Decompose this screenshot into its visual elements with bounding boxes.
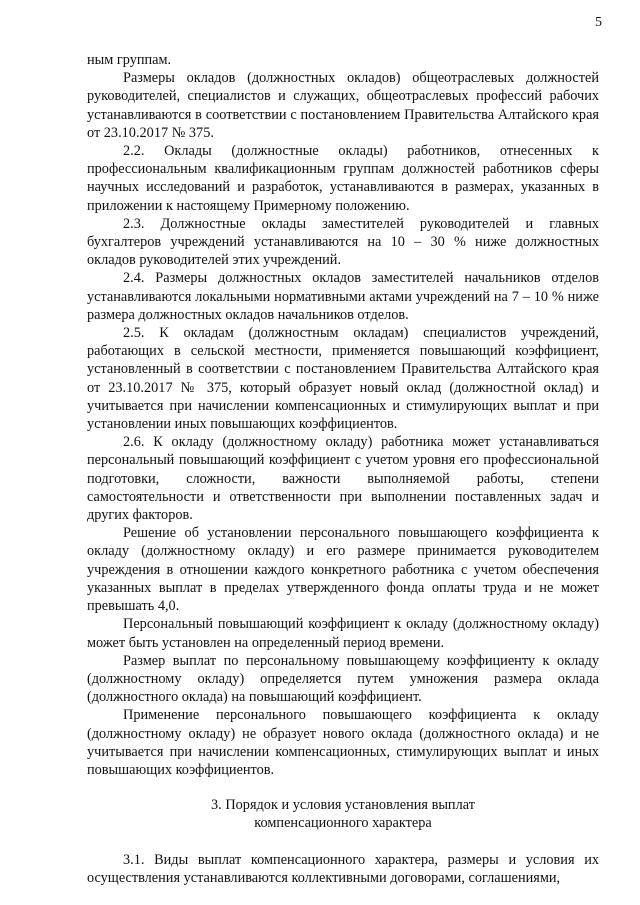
paragraph-coefficient-decision: Решение об установлении персонального повышающего коэффициента к окладу (должностному окладу) и его размере принимается руководителем учреждения в отношении каждого конкретного работника с учетом обеспечения указанных выплат в пределах утвержденного фонда оплаты труда и не может превышать 4,0.: [87, 525, 599, 615]
document-body: [87, 51, 599, 887]
paragraph-2-4: 2.4. Размеры должностных окладов заместителей начальников отделов устанавливаются локальными нормативными актами учреждений на 7 – 10 % ниже размера должностных окладов начальников отделов.: [87, 270, 599, 323]
paragraph-2-6: 2.6. К окладу (должностному окладу) работника может устанавливаться персональный повышающий коэффициент с учетом уровня его профессиональной подготовки, сложности, важности выполняемой работы, степени самостоятельности и ответственности при выполнении поставленных задач и других факторов.: [87, 434, 599, 524]
paragraph-3-1: 3.1. Виды выплат компенсационного характера, размеры и условия их осуществления устанавливаются коллективными договорами, соглашениями,: [87, 851, 599, 886]
page-number: 5: [595, 15, 602, 30]
section-heading: [87, 796, 599, 832]
paragraph-coefficient-application: Применение персонального повышающего коэффициента к окладу (должностному окладу) не образует нового оклада (должностного оклада) и не учитывается при начислении компенсационных, стимулирующих выплат и иных повышающих коэффициентов.: [87, 707, 599, 778]
paragraph-coefficient-period: Персональный повышающий коэффициент к окладу (должностному окладу) может быть установлен на определенный период времени.: [87, 616, 599, 651]
paragraph-coefficient-amount: Размер выплат по персональному повышающему коэффициенту к окладу (должностному окладу) определяется путем умножения размера оклада (должностного оклада) на повышающий коэффициент.: [87, 652, 599, 706]
paragraph-2-5: 2.5. К окладам (должностным окладам) специалистов учреждений, работающих в сельской местности, применяется повышающий коэффициент, установленный в соответствии с постановлением Правительства Алтайского края от 23.10.2017 № 375, который образует новый оклад (должностной оклад) и учитывается при начислении компенсационных и стимулирующих выплат и при установлении иных повышающих коэффициентов.: [87, 325, 599, 433]
paragraph-continuation: ным группам.: [87, 52, 172, 68]
paragraph-salary-general: Размеры окладов (должностных окладов) общеотраслевых должностей руководителей, специалистов и служащих, общеотраслевых профессий рабочих устанавливаются в соответствии с постановлением Правительства Алтайского края от 23.10.2017 № 375.: [87, 70, 599, 141]
paragraph-2-3: 2.3. Должностные оклады заместителей руководителей и главных бухгалтеров учреждений устанавливаются на 10 – 30 % ниже должностных окладов руководителей этих учреждений.: [87, 215, 599, 269]
section-heading-line2: компенсационного характера: [254, 815, 432, 832]
paragraph-2-2: 2.2. Оклады (должностные оклады) работников, отнесенных к профессиональным квалификационным группам должностей работников сферы научных исследований и разработок, устанавливаются в размерах, указанных в приложении к настоящему Примерному положению.: [87, 143, 599, 214]
section-heading-line1: 3. Порядок и условия установления выплат: [211, 797, 475, 814]
